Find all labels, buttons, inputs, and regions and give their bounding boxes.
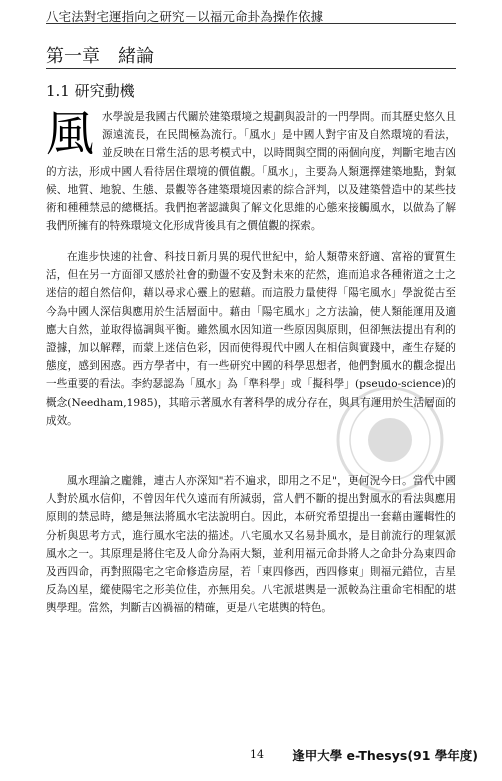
paragraph-2: 在進步快速的社會、科技日新月異的現代世紀中，給人類帶來舒適、富裕的實質生活，但在另一方面卻又感於社會的動盪不安及對未來的茫然，進而追求各種術道之士之迷信的超自然信仰，藉以尋求心靈上的慰藉。而這股力量使得「陽宅風水」學說從古至今為中國人深信與應用於生活層面中。藉由「陽宅風水」之方法論，使人類能運用及適應大自然，並取得協調與平衡。雖然風水因知道一些原因與原則，但卻無法提出有利的證據，加以解釋，而蒙上迷信色彩，因而使得現代中國人在相信與實踐中，產生存疑的態度，感到困惑。西方學者中，有一些研究中國的科學思想者，他們對風水的觀念提出一些重要的看法。李約瑟認為「風水」為「準科學」或「擬科學」(pseudo-science)的概念(Needham,1985)，其暗示著風水有著科學的成分存在，與具有運用於生活層面的成效。 [46,251,456,427]
running-header: 八宅法對宅運指向之研究－以福元命卦為操作依據 [46,9,324,24]
footer-source: 逢甲大學 e-Thesys(91 學年度) [292,748,478,763]
paragraph-1 [46,108,456,235]
page-number: 14 [250,748,264,761]
paragraph-3: 風水理論之龐雜，連古人亦深知"若不遍求，即用之不足"，更何況今日。當代中國人對於風水信仰，不曾因年代久遠而有所減弱，當人們不斷的提出對風水的看法與應用原則的禁忌時，總是無法將風水宅法說明白。因此，本研究希望提出一套藉由邏輯性的分析與思考方式，進行風水宅法的描述。八宅風水又名易卦風水，是目前流行的理氣派風水之一。其原理是將住宅及人命分為兩大類，並利用福元命卦將人之命卦分為東四命及西四命，再對照陽宅之宅命修造房屋，若「東四修西，西四修東」則福元錯位，吉星反為凶星，縱使陽宅之形美位佳，亦無用矣。八宅派堪輿是一派較為注重命宅相配的堪輿學理。當然，判斷吉凶禍福的精確，更是八宅堪輿的特色。 [46,475,456,615]
header-rule [46,23,456,24]
university-seal-watermark [335,385,445,495]
chapter-title: 第一章 緒論 [46,46,154,67]
section-title: 1.1 研究動機 [46,82,135,100]
drop-cap: 風 [46,106,95,162]
chapter-rule [46,68,456,69]
paragraph-1-text: 水學說是我國古代關於建築環境之規劃與設計的一門學問。而其歷史悠久且源遠流長，在民間極為流行。「風水」是中國人對宇宙及自然環境的看法，並反映在日常生活的思考模式中，以時間與空間的兩個向度，判斷宅地吉凶的方法，形成中國人看待居住環境的價值觀。「風水」，主要為人類選擇建築地點，對氣候、地質、地貌、生態、景觀等各建築環境因素的綜合評判，以及建築營造中的某些技術和種種禁忌的總概括。我們抱著認識與了解文化思維的心態來接觸風水，以做為了解我們所擁有的特殊環境文化形成背後具有之價值觀的探索。 [46,111,456,233]
